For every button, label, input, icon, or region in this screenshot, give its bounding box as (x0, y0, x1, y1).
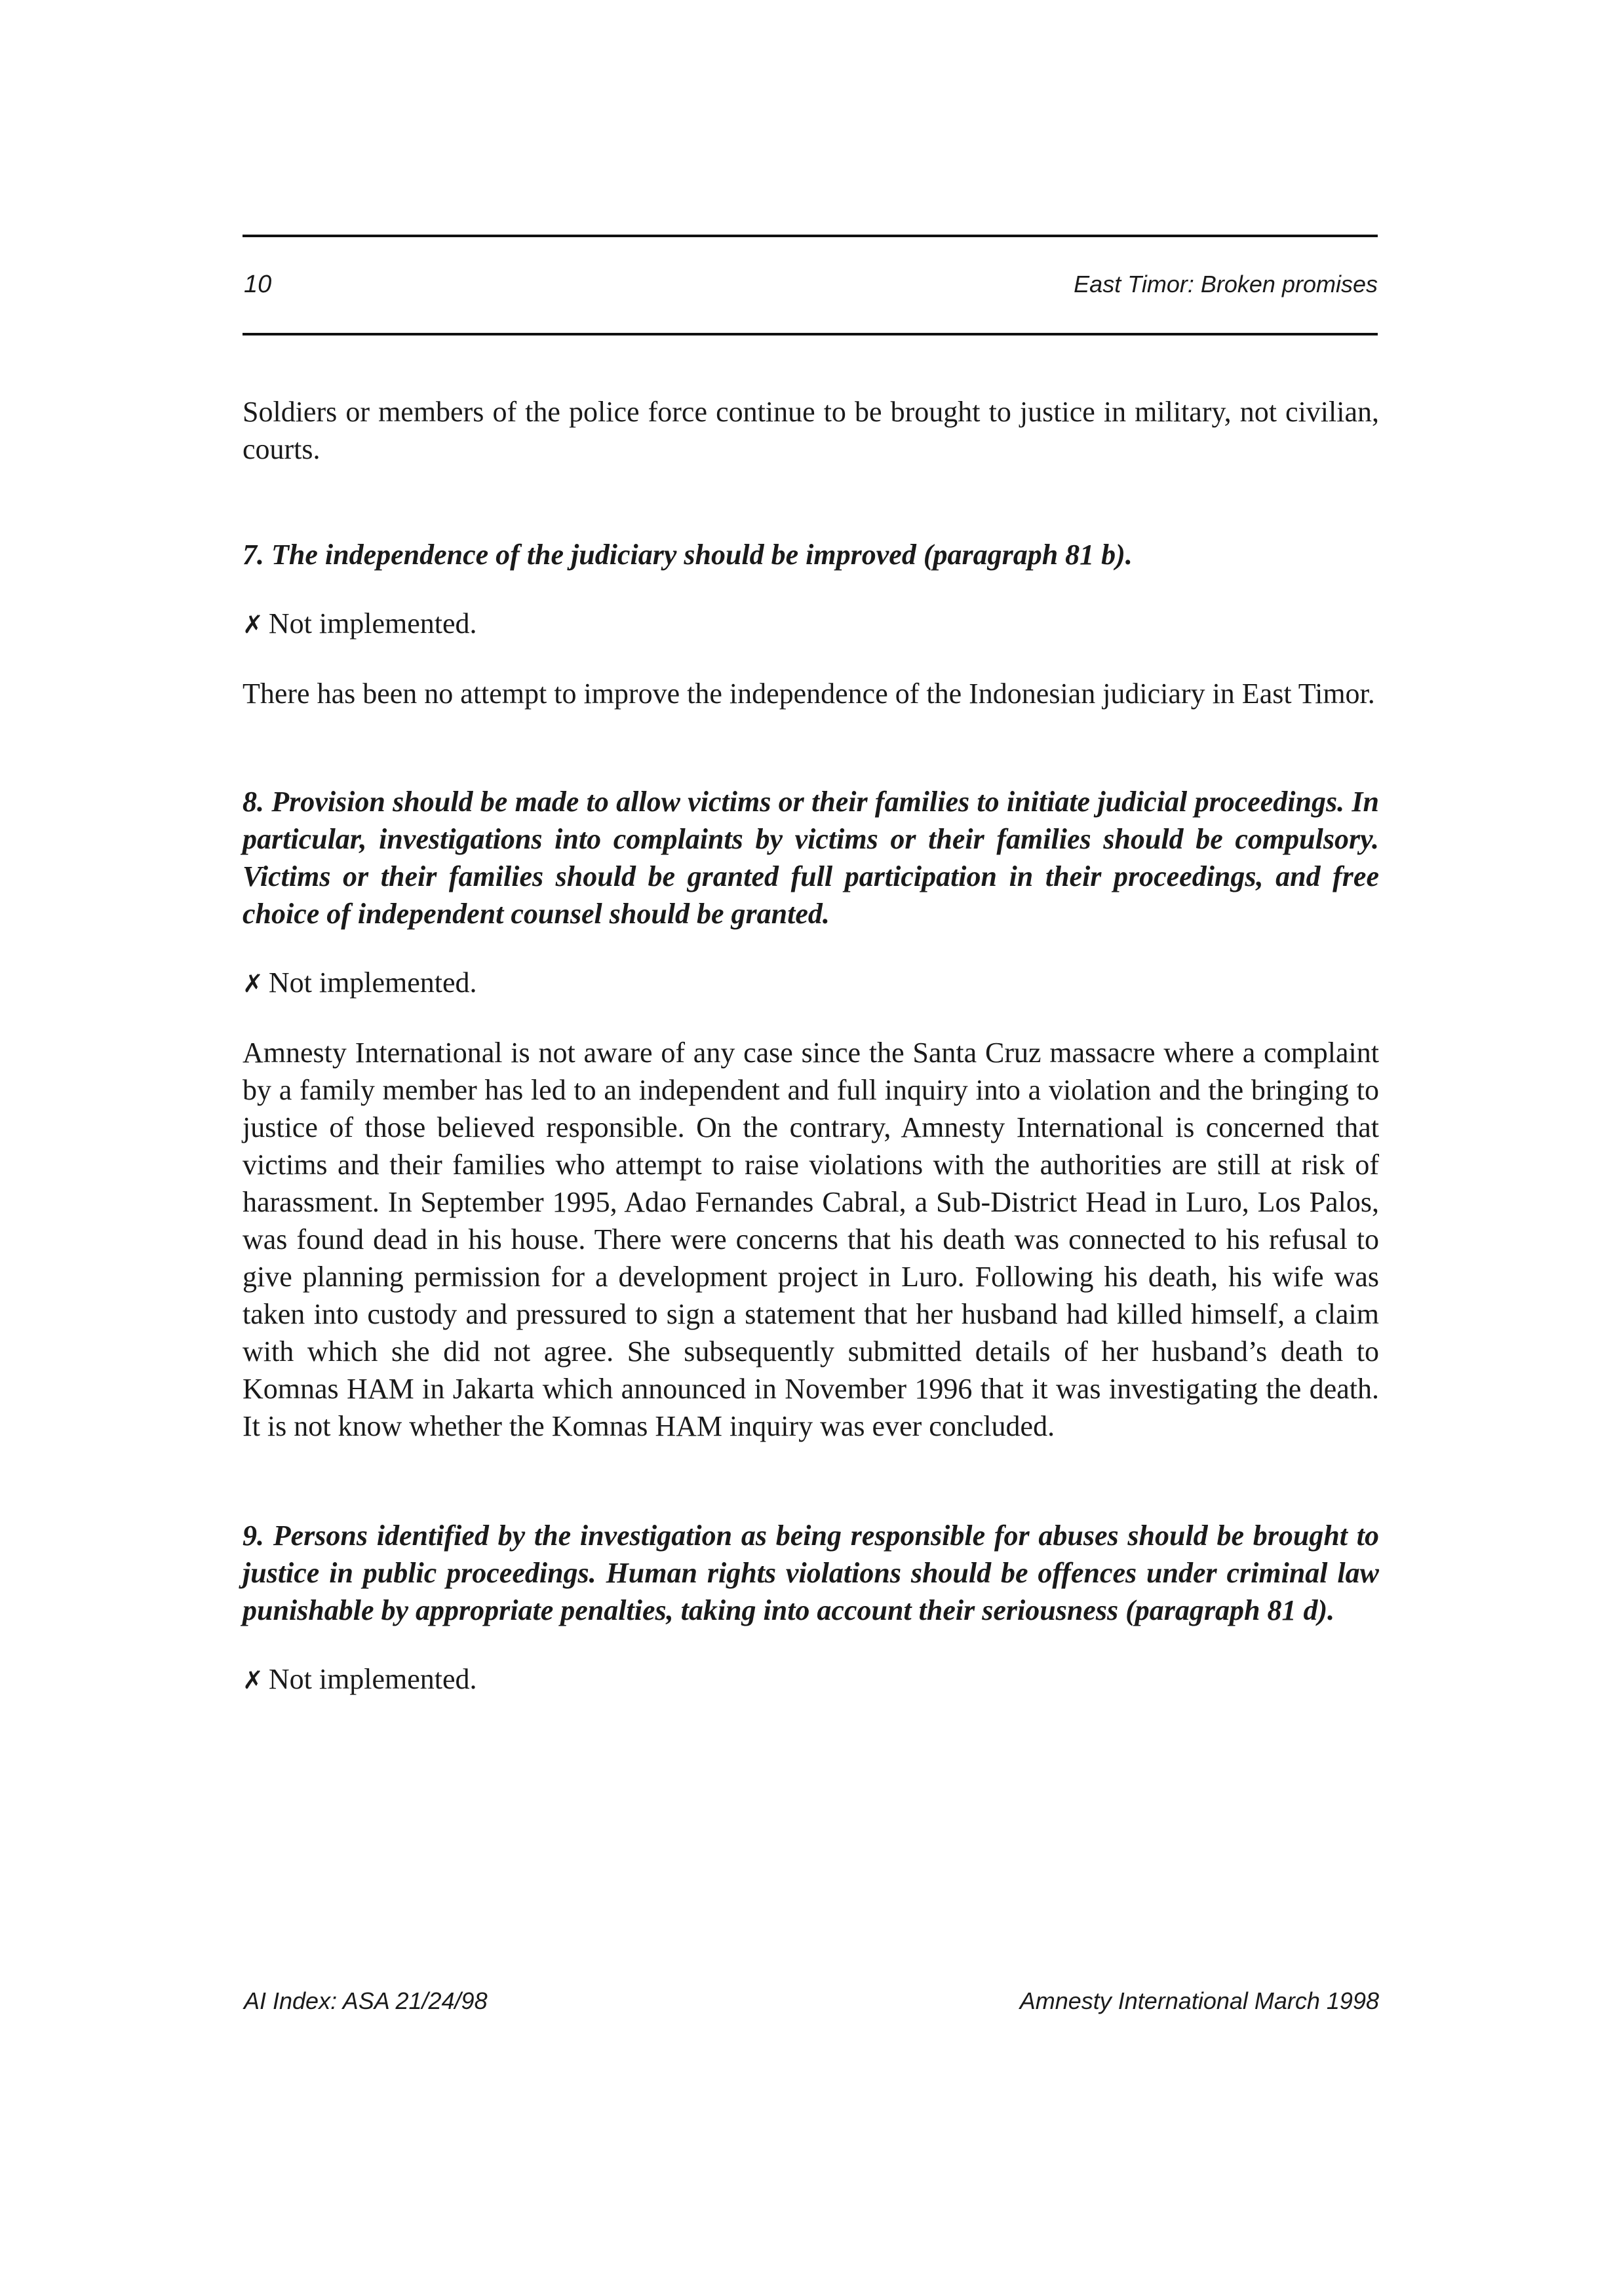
intro-paragraph: Soldiers or members of the police force continue to be brought to justice in military, not civilian, courts. (243, 396, 1379, 465)
status-text: Not implemented. (268, 607, 477, 640)
page-header (244, 265, 1378, 304)
recommendation-7-status (243, 605, 1379, 643)
page-body (243, 393, 1379, 1699)
recommendation-9-heading: 9. Persons identified by the investigation as being responsible for abuses should be brought to justice in public proceedings. Human rights violations should be offences under criminal law punishable by appropriate penalties, taking into account their seriousness (paragraph 81 d). (243, 1520, 1379, 1626)
header-bottom-rule (243, 333, 1378, 335)
header-top-rule (243, 235, 1378, 237)
status-text: Not implemented. (268, 1663, 477, 1695)
recommendation-8-text: Amnesty International is not aware of any case since the Santa Cruz massacre where a complaint by a family member has led to an independent and full inquiry into a violation and the bringing to justice of those believed responsible. On the contrary, Amnesty International is concerned that victims and their families who attempt to raise violations with the authorities are still at risk of harassment. In September 1995, Adao Fernandes Cabral, a Sub-District Head in Luro, Los Palos, was found dead in his house. There were concerns that his death was connected to his refusal to give planning permission for a development project in Luro. Following his death, his wife was taken into custody and pressured to sign a statement that her husband had killed himself, a claim with which she did not agree. She subsequently submitted details of her husband’s death to Komnas HAM in Jakarta which announced in November 1996 that it was investigating the death. It is not know whether the Komnas HAM inquiry was ever concluded. (243, 1037, 1379, 1442)
page-number: 10 (244, 271, 272, 298)
recommendation-7-text: There has been no attempt to improve the independence of the Indonesian judiciary in East Timor. (243, 678, 1375, 710)
page-footer (244, 1981, 1379, 2021)
organisation-date: Amnesty International March 1998 (1019, 1987, 1379, 2014)
cross-mark-icon: ✗ (243, 1666, 263, 1694)
recommendation-8-status (243, 964, 1379, 1003)
cross-mark-icon: ✗ (243, 610, 263, 639)
recommendation-8-heading: 8. Provision should be made to allow victims or their families to initiate judicial proceedings. In particular, investigations into complaints by victims or their families should be compulsory. Victims or their families should be granted full participation in their proceedings, and free choice of independent counsel should be granted. (243, 786, 1379, 930)
status-text: Not implemented. (268, 966, 477, 999)
cross-mark-icon: ✗ (243, 969, 263, 998)
running-title: East Timor: Broken promises (1074, 271, 1378, 297)
ai-index: AI Index: ASA 21/24/98 (244, 1987, 488, 2014)
recommendation-9-status (243, 1660, 1379, 1699)
recommendation-7-heading: 7. The independence of the judiciary should be improved (paragraph 81 b). (243, 539, 1133, 571)
